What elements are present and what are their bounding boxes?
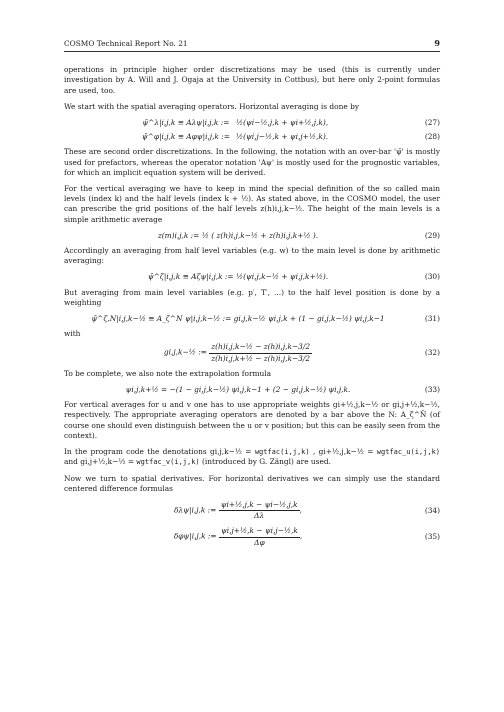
equation-35: [64, 526, 440, 547]
eq31-number: (31): [424, 314, 440, 324]
code-wgtfac-v: wgtfac_v(i,j,k): [136, 458, 200, 467]
eq35-number: (35): [424, 531, 440, 541]
paragraph-vertical-averaging: For the vertical averaging we have to keep in mind the special definition of the so called main levels (index k) and the half levels (index k + ½). As stated above, in the COSMO model, the user can prescribe the grid positions of the half levels z(h)i,j,k−½. The height of the main levels is a simple arithmetic average: [64, 184, 440, 224]
paragraph-notation: These are second order discretizations. In the following, the notation with an over-bar 'ψ̄' is mostly used for prefactors, whereas the operator notation 'Aψ' is mostly used for the prognostic variables, for which an implicit equation system will be derived.: [64, 147, 440, 177]
eq34-fraction: [219, 500, 300, 521]
eq32-denominator: z(h)i,j,k+½ − z(h)i,j,k−3/2: [211, 353, 311, 363]
page-number: 9: [434, 38, 440, 48]
eq34-numerator: ψi+½,j,k − ψi−½,j,k: [219, 500, 300, 511]
code-wgtfac: wgtfac(i,j,k): [254, 448, 310, 457]
eq35-denominator: Δφ: [254, 537, 265, 547]
eq35-tail: ,: [299, 532, 303, 542]
eq35-lhs: δφψ|i,j,k :=: [173, 532, 217, 542]
eq33-number: (33): [424, 385, 440, 395]
equation-32: [64, 342, 440, 363]
paragraph-uv-weights: For vertical averages for u and v one has to use appropriate weights gi+½,j,k−½ or gi,j+½,k−½, respectively. The appropriate averaging operators are denoted by a bar above the N: A_ζ^N̄ (of course one should even distinguish between the u or v position; but this can be easily seen from the context).: [64, 400, 440, 440]
eq34-number: (34): [424, 505, 440, 515]
eq35-fraction: [219, 526, 303, 547]
eq30-number: (30): [424, 272, 440, 282]
paragraph-with: with: [64, 329, 81, 339]
paragraph-extrapolation: To be complete, we also note the extrapolation formula: [64, 368, 272, 378]
paragraph-intro: operations in principle higher order discretizations may be used (this is currently under investigation by A. Will and J. Ogaja at the University in Cottbus), but here only 2-point formulas are used, too.: [64, 65, 440, 95]
code-text-4: (introduced by G. Zängl) are used.: [199, 457, 331, 467]
eq28-rhs: ½(ψi,j−½,k + ψi,j+½,k).: [235, 132, 329, 142]
eq30-body: ψ̄^ζ|i,j,k ≡ Aζψ|i,j,k := ½(ψi,j,k−½ + ψi,j,k+½).: [147, 272, 329, 282]
equation-30: [64, 272, 440, 282]
page-header: [64, 38, 440, 52]
eq34-denominator: Δλ: [254, 511, 265, 521]
eq32-fraction: [209, 342, 312, 363]
eq35-body: [64, 526, 412, 547]
eq29-body: z(m)i,j,k := ½ ( z(h)i,j,k−½ + z(h)i,j,k+½ ).: [157, 230, 319, 240]
report-page: [64, 38, 440, 553]
code-text-2: , gi+½,j,k−½ =: [309, 447, 377, 457]
eq27-rhs: ½(ψi−½,j,k + ψi+½,j,k),: [235, 118, 329, 128]
eq35-numerator: ψi,j+½,k − ψi,j−½,k: [219, 526, 300, 537]
eq31-body: ψ̄^ζ,N|i,j,k−½ ≡ A_ζ^N ψ|i,j,k−½ := gi,j,k−½ ψi,j,k + (1 − gi,j,k−½) ψi,j,k−1: [91, 314, 385, 324]
eq34-tail: ,: [299, 505, 302, 515]
equation-31: [64, 314, 440, 324]
equation-33: [64, 385, 440, 395]
equation-34: [64, 500, 440, 521]
paragraph-derivatives: Now we turn to spatial derivatives. For horizontal derivatives we can simply use the standard centered difference formulas: [64, 473, 440, 493]
eq34-lhs: δλψ|i,j,k :=: [174, 505, 217, 515]
eq34-body: [64, 500, 412, 521]
eq29-number: (29): [424, 230, 440, 240]
paragraph-program-code: [64, 447, 440, 467]
eq32-body: [64, 342, 412, 363]
paragraph-weighting: But averaging from main level variables (e.g. p′, T′, ...) to the half level position is done by a weighting: [64, 287, 440, 307]
eq28-number: (28): [424, 132, 440, 142]
equations-27-28: [64, 118, 440, 142]
code-wgtfac-u: wgtfac_u(i,j,k): [376, 448, 440, 457]
eq28-lhs: ψ̄^φ|i,j,k ≡ Aφψ|i,j,k :=: [141, 132, 230, 142]
eq27-number: (27): [424, 118, 440, 128]
eq32-numerator: z(h)i,j,k−½ − z(h)i,j,k−3/2: [209, 342, 312, 353]
eq32-lhs: gi,j,k−½ :=: [163, 348, 207, 358]
eq32-number: (32): [424, 348, 440, 358]
equation-29: [64, 231, 440, 241]
paragraph-half-to-main: Accordingly an averaging from half level variables (e.g. w) to the main level is done by arithmetic averaging:: [64, 246, 440, 266]
code-text-3: and gi,j+½,k−½ =: [64, 457, 137, 467]
code-text-1: In the program code the denotations gi,j,k−½ =: [64, 447, 255, 457]
eq33-body: ψi,j,k+½ = −(1 − gi,j,k−½) ψi,j,k−1 + (2 − gi,j,k−½) ψi,j,k.: [125, 385, 351, 395]
paragraph-averaging-intro: We start with the spatial averaging operators. Horizontal averaging is done by: [64, 101, 359, 111]
eq27-lhs: ψ̄^λ|i,j,k ≡ Aλψ|i,j,k :=: [142, 118, 230, 128]
report-title: COSMO Technical Report No. 21: [64, 39, 188, 48]
